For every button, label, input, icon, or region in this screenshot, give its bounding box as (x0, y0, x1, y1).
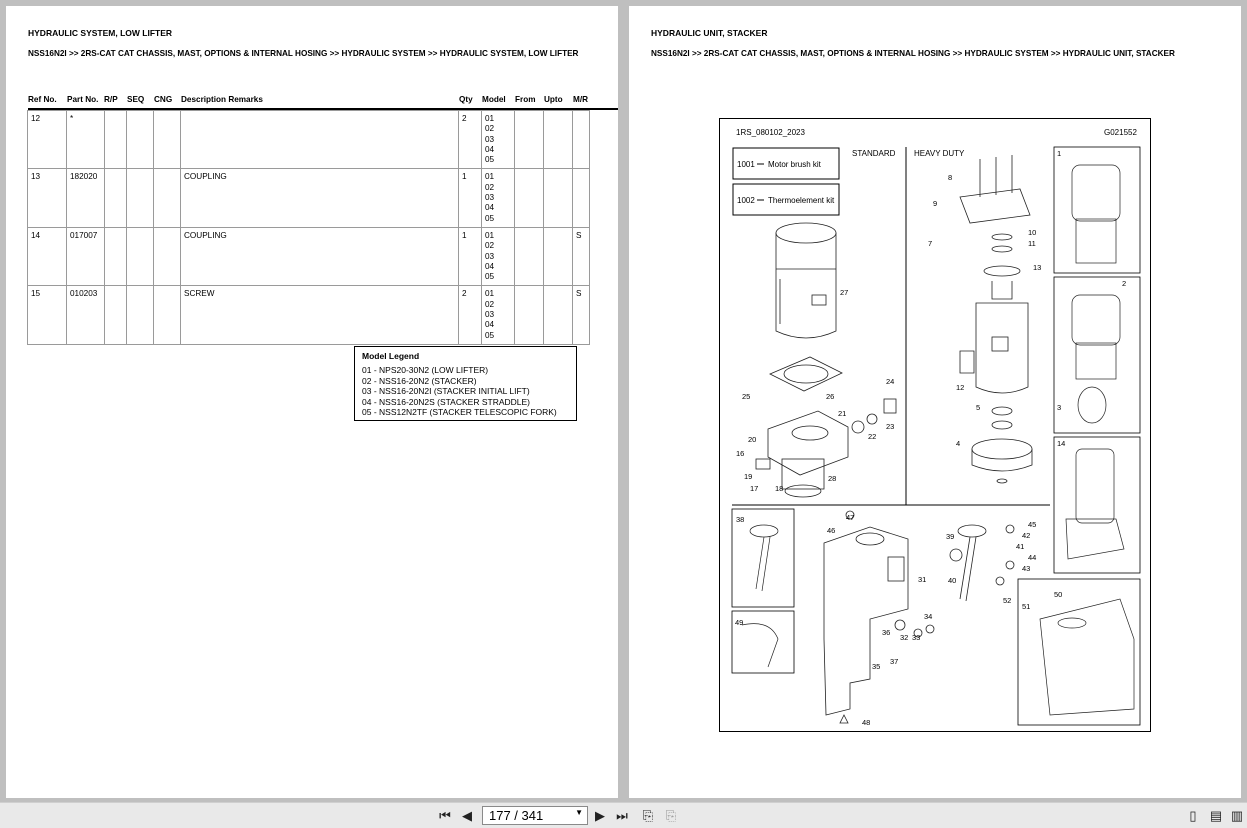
seq-cell (127, 111, 154, 169)
next-page-icon[interactable]: ▶ (595, 808, 605, 823)
detail-box-31 (1018, 579, 1140, 725)
callout: 38 (736, 515, 745, 524)
cng-cell (154, 227, 181, 285)
ref-cell: 12 (28, 111, 67, 169)
col-header-part: Part No. (67, 95, 99, 104)
callout: 19 (744, 472, 753, 481)
callout: 33 (912, 633, 921, 642)
part-no-cell: * (67, 111, 105, 169)
col-header-rp: R/P (104, 95, 118, 104)
callout: 51 (1022, 602, 1031, 611)
oil-tank-drawing (824, 511, 1014, 723)
forward-view-icon[interactable]: ⎘ (665, 808, 677, 823)
mr-cell: S (573, 227, 590, 285)
detail-box-2-3 (1054, 277, 1140, 433)
callout: 44 (1028, 553, 1037, 562)
col-header-cng: CNG (154, 95, 173, 104)
detail-box-1 (1054, 147, 1140, 273)
rp-cell (105, 227, 127, 285)
col-header-ref: Ref No. (28, 95, 57, 104)
last-page-icon[interactable]: ⏭ (616, 808, 628, 823)
cng-cell (154, 286, 181, 344)
right-page-breadcrumb: NSS16N2I >> 2RS-CAT CAT CHASSIS, MAST, OPTIONS & INTERNAL HOSING >> HYDRAULIC SYSTEM >> HYDRAULIC UNIT, STACKER (651, 49, 1175, 58)
kit-no: 1002 (737, 196, 755, 205)
mr-cell (573, 111, 590, 169)
callout: 2 (1122, 279, 1127, 288)
callout: 50 (1054, 590, 1063, 599)
col-header-desc: Description Remarks (181, 95, 263, 104)
parts-table (27, 110, 590, 345)
left-page-title: HYDRAULIC SYSTEM, LOW LIFTER (28, 28, 173, 38)
callout: 45 (1028, 520, 1037, 529)
col-header-model: Model (482, 95, 506, 104)
table-row (28, 227, 590, 285)
right-page-title: HYDRAULIC UNIT, STACKER (651, 28, 768, 38)
legend-item: 05 - NSS12N2TF (STACKER TELESCOPIC FORK) (362, 407, 557, 418)
callout: 14 (1057, 439, 1066, 448)
diagram-fig-id: G021552 (1104, 128, 1137, 137)
standard-motor-drawing (756, 223, 896, 497)
rp-cell (105, 169, 127, 227)
callout: 20 (748, 435, 757, 444)
upto-cell (544, 169, 573, 227)
page-number-select[interactable] (482, 806, 588, 825)
page-number-value: 177 / 341 (489, 808, 544, 823)
callout: 12 (956, 383, 965, 392)
col-header-mr: M/R (573, 95, 589, 104)
cng-cell (154, 111, 181, 169)
model-legend (354, 346, 577, 421)
cng-cell (154, 169, 181, 227)
col-header-qty: Qty (459, 95, 473, 104)
back-view-icon[interactable]: ⎘ (642, 808, 654, 823)
seq-cell (127, 227, 154, 285)
callout: 40 (948, 576, 957, 585)
callout: 17 (750, 484, 759, 493)
description-cell: COUPLING (181, 227, 459, 285)
callout: 22 (868, 432, 877, 441)
model-cell: 01 02 03 04 05 (482, 286, 515, 344)
callout: 35 (872, 662, 881, 671)
seq-cell (127, 286, 154, 344)
ref-cell: 14 (28, 227, 67, 285)
callout: 10 (1028, 228, 1037, 237)
callout: 25 (742, 392, 751, 401)
callout: 36 (882, 628, 891, 637)
left-page (6, 6, 618, 798)
from-cell (515, 286, 544, 344)
part-no-cell: 010203 (67, 286, 105, 344)
standard-label: STANDARD (852, 149, 896, 158)
model-cell: 01 02 03 04 05 (482, 169, 515, 227)
callout: 24 (886, 377, 895, 386)
callout: 23 (886, 422, 895, 431)
part-no-cell: 017007 (67, 227, 105, 285)
callout: 28 (828, 474, 837, 483)
prev-page-icon[interactable]: ◀ (462, 808, 472, 823)
legend-title: Model Legend (362, 351, 420, 361)
right-page (629, 6, 1241, 798)
description-cell (181, 111, 459, 169)
from-cell (515, 169, 544, 227)
upto-cell (544, 227, 573, 285)
qty-cell: 1 (459, 169, 482, 227)
qty-cell: 2 (459, 286, 482, 344)
legend-item: 03 - NSS16-20N2I (STACKER INITIAL LIFT) (362, 386, 530, 397)
exploded-parts-diagram (719, 118, 1151, 732)
from-cell (515, 111, 544, 169)
continuous-icon[interactable]: ▤ (1209, 808, 1223, 823)
callout: 52 (1003, 596, 1012, 605)
qty-cell: 2 (459, 111, 482, 169)
from-cell (515, 227, 544, 285)
left-page-breadcrumb: NSS16N2I >> 2RS-CAT CAT CHASSIS, MAST, OPTIONS & INTERNAL HOSING >> HYDRAULIC SYSTEM >> HYDRAULIC SYSTEM, LOW LIFTER (28, 49, 579, 58)
model-cell: 01 02 03 04 05 (482, 111, 515, 169)
chevron-down-icon: ▼ (575, 808, 583, 817)
diagram-svg (720, 119, 1152, 733)
callout: 31 (918, 575, 927, 584)
callout: 9 (933, 199, 938, 208)
callout: 48 (862, 718, 871, 727)
callout: 49 (735, 618, 744, 627)
callout: 43 (1022, 564, 1031, 573)
ref-cell: 13 (28, 169, 67, 227)
kit-name: Thermoelement kit (768, 196, 835, 205)
viewer-toolbar (0, 802, 1247, 828)
kit-no: 1001 (737, 160, 755, 169)
rp-cell (105, 111, 127, 169)
callout: 18 (775, 484, 784, 493)
callout: 16 (736, 449, 745, 458)
callout: 3 (1057, 403, 1062, 412)
callout: 42 (1022, 531, 1031, 540)
callout: 41 (1016, 542, 1025, 551)
two-page-icon[interactable]: ▥ (1230, 808, 1244, 823)
legend-item: 02 - NSS16-20N2 (STACKER) (362, 375, 477, 386)
callout: 37 (890, 657, 899, 666)
callout: 47 (846, 513, 855, 522)
diagram-doc-id: 1RS_080102_2023 (736, 128, 805, 137)
callout: 11 (1028, 239, 1036, 248)
callout: 13 (1033, 263, 1042, 272)
seq-cell (127, 169, 154, 227)
ref-cell: 15 (28, 286, 67, 344)
callout: 32 (900, 633, 909, 642)
first-page-icon[interactable]: ⏮ (439, 808, 451, 823)
upto-cell (544, 286, 573, 344)
callout: 26 (826, 392, 835, 401)
callout: 8 (948, 173, 953, 182)
callout: 34 (924, 612, 933, 621)
heavy-duty-motor-drawing (960, 155, 1032, 483)
callout: 1 (1057, 149, 1062, 158)
callout: 4 (956, 439, 961, 448)
mr-cell (573, 169, 590, 227)
table-row (28, 286, 590, 344)
legend-item: 01 - NPS20-30N2 (LOW LIFTER) (362, 365, 489, 376)
mr-cell: S (573, 286, 590, 344)
model-cell: 01 02 03 04 05 (482, 227, 515, 285)
callout: 39 (946, 532, 955, 541)
part-no-cell: 182020 (67, 169, 105, 227)
table-row (28, 169, 590, 227)
detail-drawings (742, 165, 1134, 715)
upto-cell (544, 111, 573, 169)
description-cell: SCREW (181, 286, 459, 344)
single-page-icon[interactable]: ▯ (1189, 808, 1197, 823)
callout: 5 (976, 403, 981, 412)
description-cell: COUPLING (181, 169, 459, 227)
detail-box-14 (1054, 437, 1140, 573)
callout: 27 (840, 288, 849, 297)
qty-cell: 1 (459, 227, 482, 285)
col-header-seq: SEQ (127, 95, 145, 104)
callout: 7 (928, 239, 933, 248)
heavy-duty-label: HEAVY DUTY (914, 149, 965, 158)
col-header-upto: Upto (544, 95, 563, 104)
callout: 46 (827, 526, 836, 535)
rp-cell (105, 286, 127, 344)
table-row (28, 111, 590, 169)
legend-item: 04 - NSS16-20N2S (STACKER STRADDLE) (362, 396, 531, 407)
col-header-from: From (515, 95, 536, 104)
callout: 21 (838, 409, 847, 418)
kit-name: Motor brush kit (768, 160, 821, 169)
